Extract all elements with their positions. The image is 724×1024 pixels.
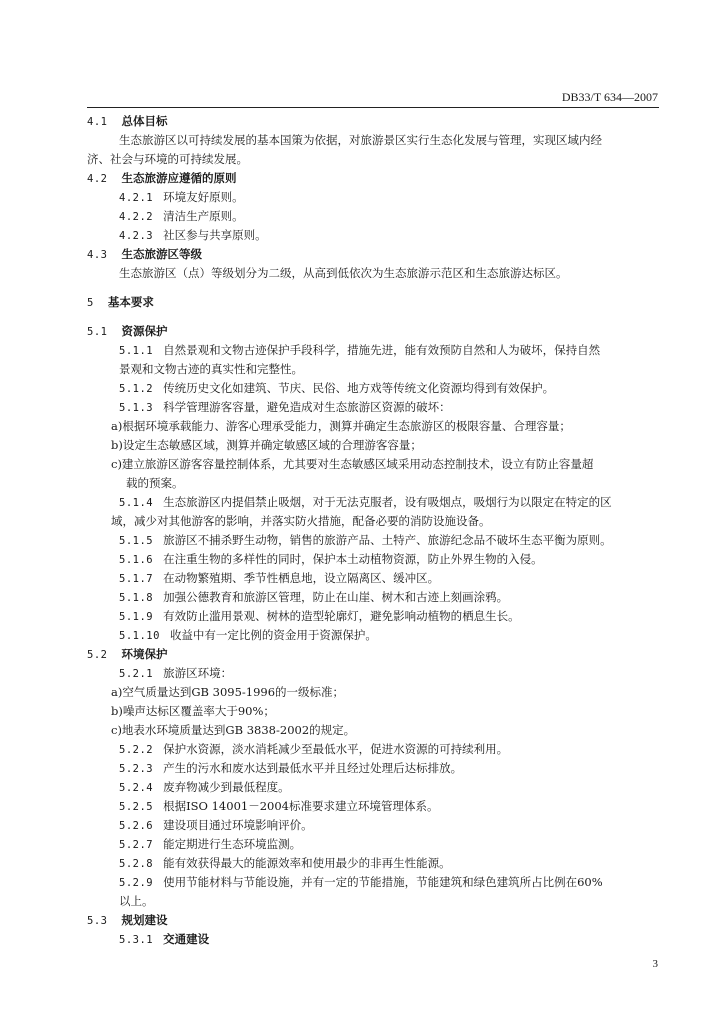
clause-text: 旅游区不捕杀野生动物，销售的旅游产品、土特产、旅游纪念品不破坏生态平衡为原则。	[163, 533, 612, 547]
clause-text: 在动物繁殖期、季节性栖息地，设立隔离区、缓冲区。	[163, 571, 440, 585]
clause-5-2-3	[0, 759, 724, 778]
clause-number: 4.2.2	[119, 211, 154, 223]
clause-text: 清洁生产原则。	[163, 209, 244, 223]
clause-number: 4.2	[87, 173, 108, 185]
clause-number: 5.2.7	[119, 839, 154, 851]
clause-5-2-7	[0, 835, 724, 854]
clause-text: 根据ISO 14001－2004标准要求建立环境管理体系。	[163, 799, 439, 813]
clause-5-1-7	[0, 569, 724, 588]
clause-number: 5.2.4	[119, 782, 154, 794]
clause-number: 5.1.7	[119, 573, 154, 585]
clause-heading: 总体目标	[121, 114, 168, 128]
clause-5-1-9	[0, 607, 724, 626]
clause-number: 5.1	[87, 326, 108, 338]
clause-5-2-6	[0, 816, 724, 835]
clause-text: c)地表水环境质量达到GB 3838-2002的规定。	[111, 723, 356, 737]
header-rule	[87, 107, 659, 108]
document-body	[0, 112, 724, 949]
clause-5-1-1	[0, 341, 724, 360]
text-line	[0, 264, 724, 283]
clause-text: b)噪声达标区覆盖率大于90%；	[111, 704, 275, 718]
clause-text: 景观和文物古迹的真实性和完整性。	[119, 362, 303, 376]
clause-text: 以上。	[119, 894, 154, 908]
clause-number: 4.1	[87, 116, 108, 128]
clause-text: 生态旅游区以可持续发展的基本国策为依据，对旅游景区实行生态化发展与管理，实现区域内经	[119, 133, 602, 147]
clause-text: 在注重生物的多样性的同时，保护本土动植物资源，防止外界生物的入侵。	[163, 552, 543, 566]
clause-text: 生态旅游区（点）等级划分为二级，从高到低依次为生态旅游示范区和生态旅游达标区。	[119, 266, 568, 280]
clause-5-2	[0, 645, 724, 664]
clause-text: 科学管理游客容量，避免造成对生态旅游区资源的破坏：	[163, 400, 451, 414]
text-line	[0, 892, 724, 911]
clause-number: 4.2.1	[119, 192, 154, 204]
clause-text: 收益中有一定比例的资金用于资源保护。	[169, 628, 377, 642]
clause-number: 4.2.3	[119, 230, 154, 242]
clause-text: 传统历史文化如建筑、节庆、民俗、地方戏等传统文化资源均得到有效保护。	[163, 381, 555, 395]
text-line	[0, 721, 724, 740]
page-number: 3	[652, 958, 658, 970]
text-line	[0, 417, 724, 436]
text-line	[0, 702, 724, 721]
clause-text: 建设项目通过环境影响评价。	[163, 818, 313, 832]
clause-text: 环境友好原则。	[163, 190, 244, 204]
clause-text: 生态旅游区内提倡禁止吸烟，对于无法克服者，设有吸烟点，吸烟行为以限定在特定的区	[163, 495, 612, 509]
clause-heading: 规划建设	[121, 913, 168, 927]
clause-5-2-2	[0, 740, 724, 759]
clause-4-3	[0, 245, 724, 264]
clause-5-1-8	[0, 588, 724, 607]
clause-number: 5.1.10	[119, 630, 160, 642]
clause-heading: 环境保护	[121, 647, 168, 661]
clause-heading: 资源保护	[121, 324, 168, 338]
clause-text: b)设定生态敏感区域，测算并确定敏感区域的合理游客容量；	[111, 438, 422, 452]
clause-text: 旅游区环境：	[163, 666, 233, 680]
clause-4-2	[0, 169, 724, 188]
text-line	[0, 455, 724, 474]
clause-number: 5.2.6	[119, 820, 154, 832]
clause-5-1-3	[0, 398, 724, 417]
clause-number: 5.1.2	[119, 383, 154, 395]
clause-text: 有效防止滥用景观、树林的造型轮廓灯，避免影响动植物的栖息生长。	[163, 609, 520, 623]
clause-5-1-4	[0, 493, 724, 512]
clause-5-1	[0, 322, 724, 341]
clause-heading: 基本要求	[107, 295, 154, 309]
text-line	[0, 436, 724, 455]
clause-heading: 生态旅游区等级	[121, 247, 202, 261]
clause-5-1-6	[0, 550, 724, 569]
clause-5	[0, 293, 724, 312]
clause-text: 能有效获得最大的能源效率和使用最少的非再生性能源。	[163, 856, 451, 870]
clause-number: 5.2.2	[119, 744, 154, 756]
clause-number: 4.3	[87, 249, 108, 261]
clause-number: 5.1.5	[119, 535, 154, 547]
clause-text: c)建立旅游区游客容量控制体系，尤其要对生态敏感区域采用动态控制技术，设立有防止容量超	[111, 457, 594, 471]
clause-number: 5.2.1	[119, 668, 154, 680]
clause-number: 5.2.9	[119, 877, 154, 889]
clause-heading: 交通建设	[163, 932, 210, 946]
clause-text: 域，减少对其他游客的影响，并落实防火措施，配备必要的消防设施设备。	[111, 514, 491, 528]
clause-number: 5.1.4	[119, 497, 154, 509]
clause-5-3-1	[0, 930, 724, 949]
paragraph-gap	[0, 312, 724, 322]
clause-text: 社区参与共享原则。	[163, 228, 267, 242]
clause-5-1-10	[0, 626, 724, 645]
clause-text: 济、社会与环境的可持续发展。	[87, 152, 248, 166]
standard-code: DB33/T 634—2007	[561, 90, 658, 104]
clause-4-2-1	[0, 188, 724, 207]
clause-text: a)根据环境承载能力、游客心理承受能力，测算并确定生态旅游区的极限容量、合理容量；	[111, 419, 571, 433]
clause-5-2-4	[0, 778, 724, 797]
clause-number: 5.2.8	[119, 858, 154, 870]
clause-text: 废弃物减少到最低程度。	[163, 780, 290, 794]
clause-text: a)空气质量达到GB 3095-1996的一级标准；	[111, 685, 345, 699]
clause-number: 5.1.9	[119, 611, 154, 623]
clause-5-1-5	[0, 531, 724, 550]
clause-4-2-3	[0, 226, 724, 245]
text-line	[0, 683, 724, 702]
clause-5-2-8	[0, 854, 724, 873]
clause-number: 5.1.1	[119, 345, 154, 357]
clause-number: 5.2.5	[119, 801, 154, 813]
clause-5-2-1	[0, 664, 724, 683]
clause-text: 使用节能材料与节能设施，并有一定的节能措施，节能建筑和绿色建筑所占比例在60%	[163, 875, 603, 889]
clause-number: 5	[87, 297, 94, 309]
clause-number: 5.2.3	[119, 763, 154, 775]
clause-number: 5.1.8	[119, 592, 154, 604]
clause-5-2-9	[0, 873, 724, 892]
clause-text: 加强公德教育和旅游区管理，防止在山崖、树木和古迹上刻画涂鸦。	[163, 590, 509, 604]
clause-number: 5.1.6	[119, 554, 154, 566]
clause-number: 5.1.3	[119, 402, 154, 414]
clause-text: 产生的污水和废水达到最低水平并且经过处理后达标排放。	[163, 761, 463, 775]
clause-5-1-2	[0, 379, 724, 398]
text-line	[0, 131, 724, 150]
clause-number: 5.2	[87, 649, 108, 661]
clause-heading: 生态旅游应遵循的原则	[121, 171, 237, 185]
clause-4-2-2	[0, 207, 724, 226]
clause-text: 载的预案。	[126, 476, 184, 490]
clause-5-3	[0, 911, 724, 930]
clause-5-2-5	[0, 797, 724, 816]
paragraph-gap	[0, 283, 724, 293]
clause-4-1	[0, 112, 724, 131]
text-line	[0, 474, 724, 493]
text-line	[0, 512, 724, 531]
clause-text: 能定期进行生态环境监测。	[163, 837, 302, 851]
clause-number: 5.3.1	[119, 934, 154, 946]
text-line	[0, 150, 724, 169]
clause-number: 5.3	[87, 915, 108, 927]
clause-text: 保护水资源，淡水消耗减少至最低水平，促进水资源的可持续利用。	[163, 742, 509, 756]
text-line	[0, 360, 724, 379]
clause-text: 自然景观和文物古迹保护手段科学，措施先进，能有效预防自然和人为破坏，保持自然	[163, 343, 601, 357]
